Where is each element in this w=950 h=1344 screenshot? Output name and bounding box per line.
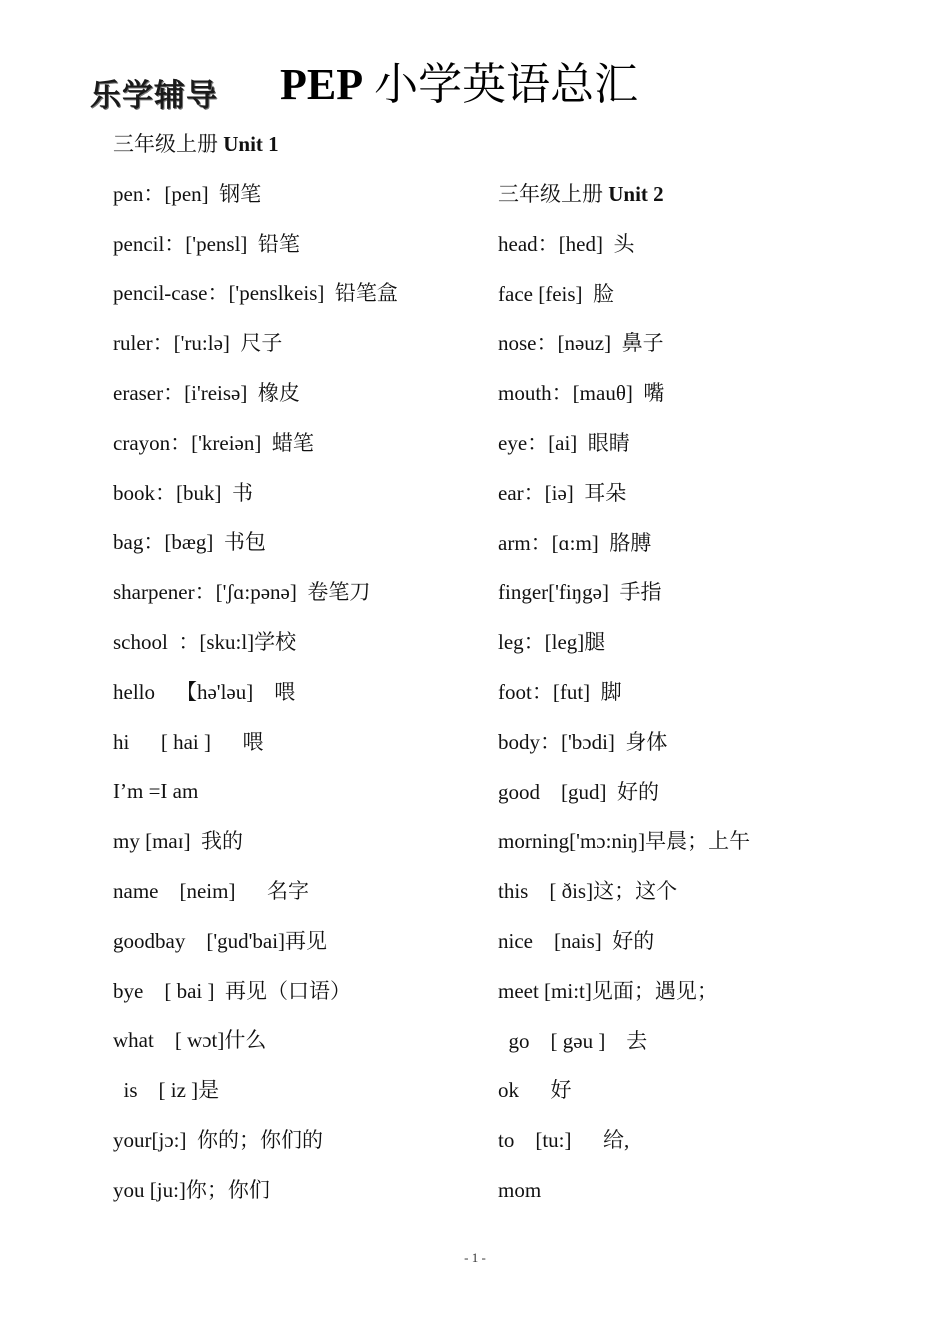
title-rest: 小学英语总汇: [363, 60, 639, 109]
vocab-entry: you [ju:]你；你们: [113, 1177, 270, 1202]
unit1-heading: [113, 120, 398, 170]
vocab-entry: pen：[pen] 钢笔: [113, 181, 262, 206]
unit1-heading-unit: Unit 1: [223, 132, 279, 156]
vocab-entry: school ：[sku:l]学校: [113, 629, 297, 654]
vocab-entry: sharpener：['ʃɑ:pənə] 卷笔刀: [113, 580, 371, 605]
vocab-entry: meet [mi:t]见面；遇见；: [498, 978, 718, 1003]
vocab-entry: ok 好: [498, 1078, 572, 1103]
vocab-entry: bye [ bai ] 再见（口语）: [113, 978, 351, 1003]
unit2-heading-prefix: 三年级上册: [498, 182, 609, 206]
vocab-entry: mouth：[mauθ] 嘴: [498, 381, 665, 406]
vocab-entry: eraser：[i'reisə] 橡皮: [113, 380, 300, 405]
logo-text: 乐学辅导: [90, 78, 218, 114]
vocab-entry: ear：[iə] 耳朵: [498, 480, 627, 505]
vocab-entry: I’m =I am: [113, 779, 199, 804]
vocab-entry: face [feis] 脸: [498, 281, 615, 306]
unit1-heading-prefix: 三年级上册: [113, 132, 224, 156]
vocab-entry: go [ gəu ] 去: [498, 1028, 648, 1053]
vocab-entry: is [ iz ]是: [113, 1078, 220, 1103]
right-column: [498, 170, 750, 1216]
vocab-entry: pencil：['pensl] 铅笔: [113, 231, 300, 256]
unit2-heading: [498, 170, 750, 220]
vocab-entry: crayon：['kreiən] 蜡笔: [113, 430, 314, 455]
vocab-entry: pencil-case：['penslkeis] 铅笔盒: [113, 281, 398, 306]
vocab-entry: name [neim] 名字: [113, 878, 309, 903]
vocab-entry: goodbay ['gud'bai]再见: [113, 928, 328, 953]
vocab-entry: hello 【hə'ləu] 喂: [113, 679, 296, 704]
vocab-entry: arm：[ɑ:m] 胳膊: [498, 530, 652, 555]
vocab-entry: good [gud] 好的: [498, 779, 659, 804]
vocab-entry: head：[hed] 头: [498, 231, 635, 256]
vocab-entry: mom: [498, 1177, 542, 1202]
unit2-word-list: [498, 220, 750, 1216]
vocab-entry: this [ ðis]这；这个: [498, 879, 678, 904]
vocab-entry: my [maɪ] 我的: [113, 829, 244, 854]
vocab-entry: nose：[nəuz] 鼻子: [498, 331, 664, 356]
unit2-heading-unit: Unit 2: [608, 182, 664, 206]
vocab-entry: finger['fiŋgə] 手指: [498, 580, 662, 605]
vocab-entry: foot：[fut] 脚: [498, 679, 622, 704]
page-title: [280, 48, 638, 112]
vocab-entry: what [ wɔt]什么: [113, 1028, 267, 1053]
title-bold: PEP: [280, 60, 364, 109]
page-number: - 1 -: [464, 1250, 486, 1265]
left-column: [113, 120, 398, 1216]
vocab-entry: ruler：['ru:lə] 尺子: [113, 331, 283, 356]
vocab-entry: nice [nais] 好的: [498, 928, 655, 953]
vocab-entry: bag：[bæg] 书包: [113, 530, 266, 555]
vocab-entry: leg：[leg]腿: [498, 630, 606, 655]
unit1-word-list: [113, 170, 398, 1216]
vocab-entry: book：[buk] 书: [113, 480, 253, 505]
vocab-entry: hi [ hai ] 喂: [113, 729, 264, 754]
vocab-entry: your[jɔ:] 你的；你们的: [113, 1127, 323, 1152]
vocab-entry: to [tu:] 给,: [498, 1128, 630, 1153]
vocab-entry: body：['bɔdi] 身体: [498, 729, 668, 754]
vocab-entry: morning['mɔ:niŋ]早晨；上午: [498, 829, 751, 854]
vocab-entry: eye：[ai] 眼睛: [498, 430, 630, 455]
